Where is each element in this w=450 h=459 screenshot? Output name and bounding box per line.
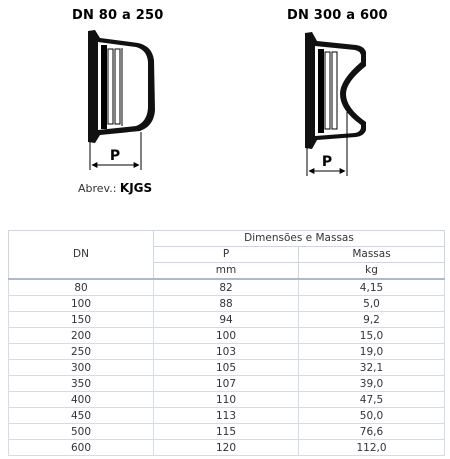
mass-cell: 32,1: [299, 360, 445, 376]
dn-cell: 80: [9, 279, 154, 296]
dn-cell: 300: [9, 360, 154, 376]
table-row: [9, 279, 445, 296]
table-row: [9, 424, 445, 440]
mass-cell: 50,0: [299, 408, 445, 424]
dn-cell: 350: [9, 376, 154, 392]
mass-cell: 19,0: [299, 344, 445, 360]
table-row: [9, 296, 445, 312]
dn-cell: 400: [9, 392, 154, 408]
title-large-dn: DN 300 a 600: [287, 8, 388, 23]
dn-cell: 500: [9, 424, 154, 440]
p-cell: 120: [154, 440, 299, 456]
table-row: [9, 376, 445, 392]
mass-header: Massas: [299, 247, 445, 263]
p-cell: 103: [154, 344, 299, 360]
p-cell: 88: [154, 296, 299, 312]
abbreviation-label: Abrev.:: [78, 182, 117, 195]
p-unit: mm: [154, 263, 299, 280]
table-row: [9, 392, 445, 408]
dimension-label-large: P: [321, 154, 333, 170]
p-cell: 100: [154, 328, 299, 344]
mass-cell: 47,5: [299, 392, 445, 408]
group-header: Dimensões e Massas: [154, 231, 445, 247]
p-cell: 82: [154, 279, 299, 296]
table-row: [9, 344, 445, 360]
dn-cell: 450: [9, 408, 154, 424]
table-row: [9, 312, 445, 328]
p-cell: 107: [154, 376, 299, 392]
table-row: [9, 360, 445, 376]
table-row: [9, 440, 445, 456]
dimension-label-small: P: [109, 148, 121, 164]
table-row: [9, 408, 445, 424]
title-small-dn: DN 80 a 250: [72, 8, 164, 23]
cap-drawing-small: [88, 30, 155, 170]
cap-drawing-large: [305, 32, 366, 176]
mass-cell: 76,6: [299, 424, 445, 440]
mass-cell: 5,0: [299, 296, 445, 312]
mass-unit: kg: [299, 263, 445, 280]
dn-cell: 100: [9, 296, 154, 312]
abbreviation-code: KJGS: [119, 181, 153, 195]
mass-cell: 112,0: [299, 440, 445, 456]
mass-cell: 15,0: [299, 328, 445, 344]
cap-drawings: [0, 0, 450, 225]
p-header: P: [154, 247, 299, 263]
dn-header: DN: [9, 231, 154, 280]
p-cell: 105: [154, 360, 299, 376]
p-cell: 94: [154, 312, 299, 328]
mass-cell: 4,15: [299, 279, 445, 296]
p-cell: 115: [154, 424, 299, 440]
dn-cell: 150: [9, 312, 154, 328]
mass-cell: 9,2: [299, 312, 445, 328]
table-row: [9, 328, 445, 344]
dn-cell: 600: [9, 440, 154, 456]
p-cell: 110: [154, 392, 299, 408]
mass-cell: 39,0: [299, 376, 445, 392]
dn-cell: 250: [9, 344, 154, 360]
dn-cell: 200: [9, 328, 154, 344]
dimensions-table: [8, 230, 445, 456]
abbreviation: [78, 181, 152, 195]
p-cell: 113: [154, 408, 299, 424]
